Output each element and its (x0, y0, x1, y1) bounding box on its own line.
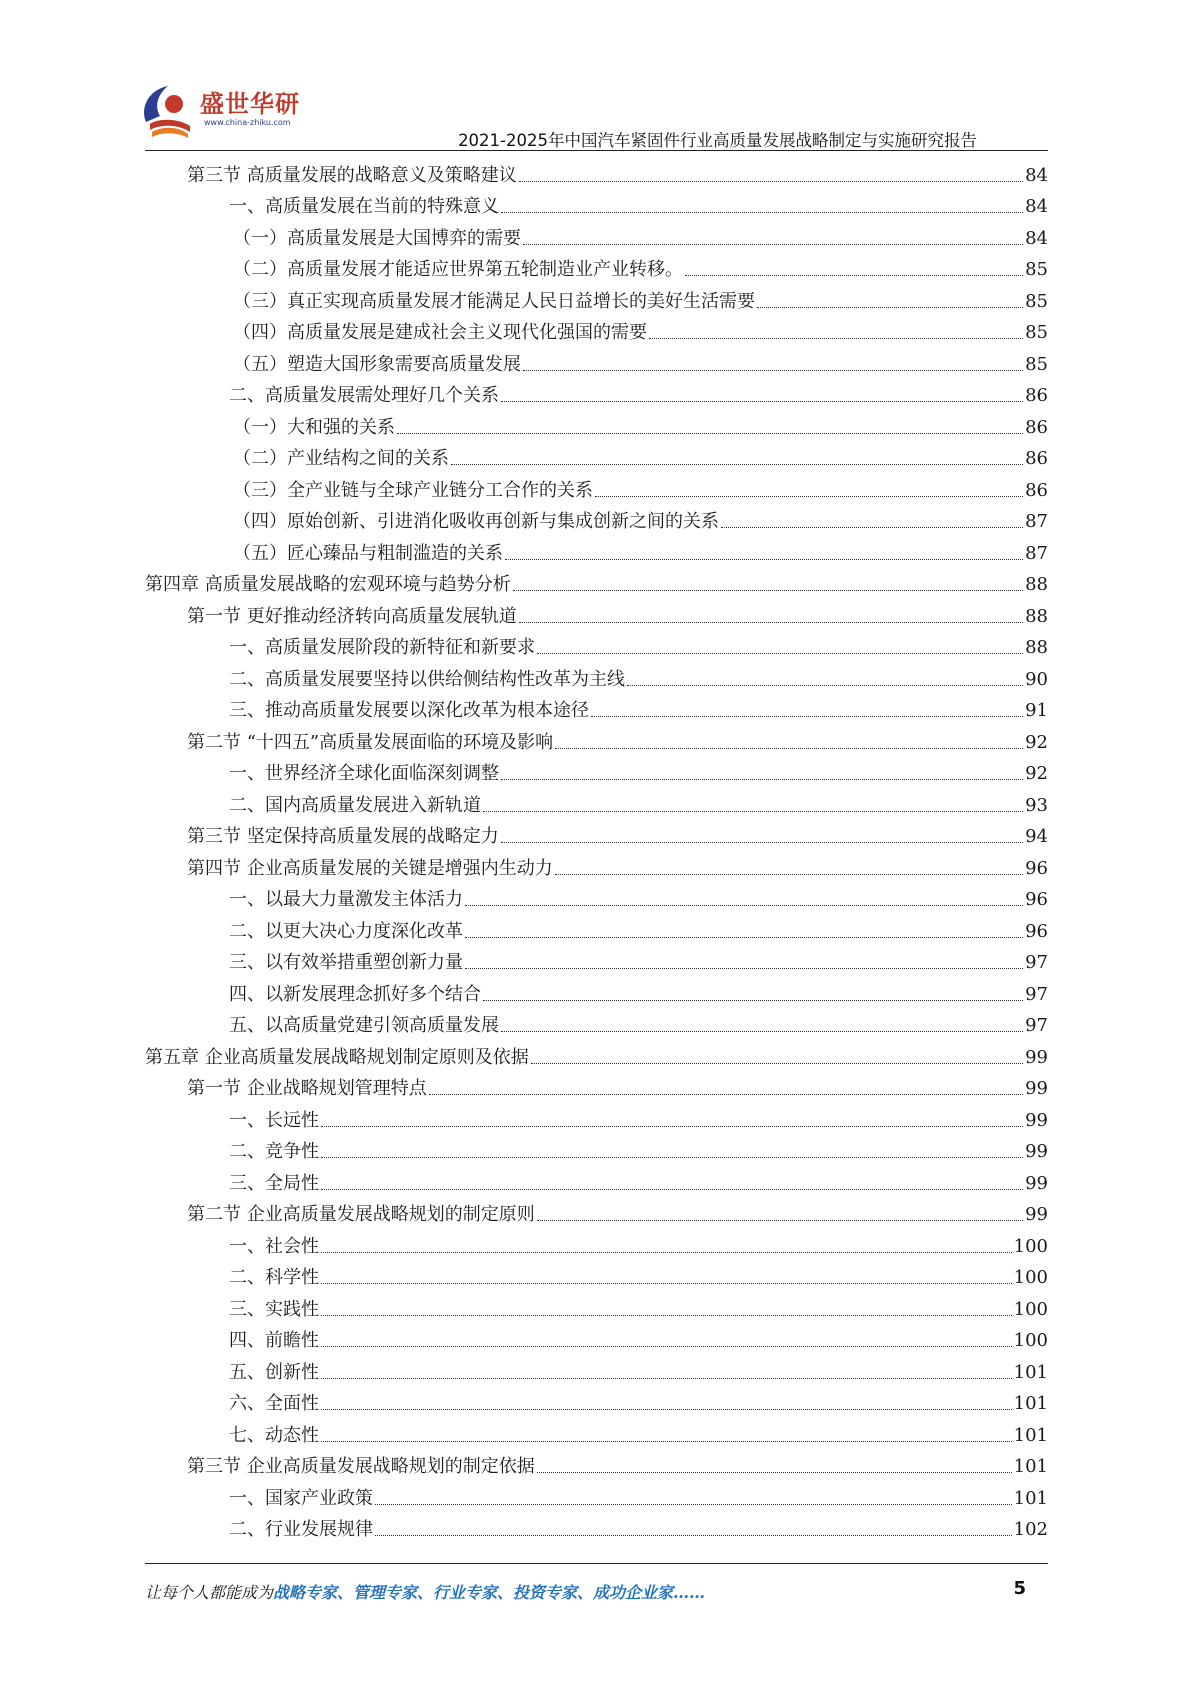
toc-leader-dots (519, 622, 1023, 623)
footer-divider (145, 1563, 1048, 1564)
toc-entry[interactable] (145, 347, 1048, 379)
toc-entry[interactable] (145, 757, 1048, 789)
toc-entry-page: 86 (1025, 448, 1048, 469)
logo-icon (138, 82, 202, 140)
toc-entry-page: 88 (1025, 605, 1048, 627)
toc-entry-title: （三）全产业链与全球产业链分工合作的关系 (233, 479, 593, 501)
toc-entry[interactable] (145, 221, 1048, 253)
toc-entry[interactable] (145, 1040, 1048, 1072)
toc-entry[interactable] (145, 190, 1048, 222)
toc-entry-title: 二、高质量发展要坚持以供给侧结构性改革为主线 (229, 668, 625, 690)
toc-entry-page: 87 (1025, 511, 1048, 532)
toc-entry-title: （五）塑造大国形象需要高质量发展 (233, 353, 521, 375)
toc-leader-dots (555, 748, 1023, 749)
toc-entry-page: 85 (1025, 322, 1048, 343)
toc-entry-title: （二）产业结构之间的关系 (233, 448, 449, 469)
toc-entry-page: 97 (1025, 1015, 1048, 1036)
toc-entry-page: 88 (1025, 637, 1048, 658)
toc-leader-dots (321, 1126, 1023, 1127)
toc-leader-dots (513, 590, 1023, 591)
toc-leader-dots (321, 1378, 1012, 1379)
toc-entry-page: 90 (1025, 668, 1048, 690)
toc-leader-dots (523, 370, 1023, 371)
toc-entry[interactable] (145, 1198, 1048, 1230)
toc-entry[interactable] (145, 505, 1048, 537)
toc-entry-title: （四）原始创新、引进消化吸收再创新与集成创新之间的关系 (233, 511, 719, 532)
toc-entry-title: 第五章 企业高质量发展战略规划制定原则及依据 (145, 1046, 529, 1068)
toc-entry[interactable] (145, 631, 1048, 663)
toc-entry-title: 五、以高质量党建引领高质量发展 (229, 1015, 499, 1036)
header-divider (145, 150, 1048, 151)
toc-entry[interactable] (145, 725, 1048, 757)
toc-leader-dots (501, 212, 1023, 213)
toc-leader-dots (685, 275, 1023, 276)
toc-entry-page: 101 (1013, 1487, 1048, 1509)
toc-entry-page: 86 (1025, 479, 1048, 501)
toc-entry-title: （一）大和强的关系 (233, 416, 395, 438)
toc-entry-title: 二、国内高质量发展进入新轨道 (229, 794, 481, 816)
toc-entry[interactable] (145, 1261, 1048, 1293)
toc-entry-title: 七、动态性 (229, 1424, 319, 1446)
toc-entry-page: 100 (1013, 1330, 1048, 1351)
toc-entry-title: 三、实践性 (229, 1298, 319, 1320)
toc-entry-page: 101 (1013, 1456, 1048, 1477)
toc-leader-dots (375, 1504, 1012, 1505)
toc-leader-dots (501, 779, 1023, 780)
toc-entry-page: 99 (1025, 1204, 1048, 1225)
toc-entry-page: 100 (1013, 1235, 1048, 1257)
toc-leader-dots (321, 1346, 1012, 1347)
toc-entry-title: 第一节 更好推动经济转向高质量发展轨道 (187, 605, 517, 627)
toc-entry[interactable] (145, 536, 1048, 568)
toc-entry[interactable] (145, 662, 1048, 694)
toc-leader-dots (465, 905, 1023, 906)
toc-leader-dots (483, 1000, 1023, 1001)
page-header (0, 0, 1191, 150)
toc-entry[interactable] (145, 158, 1048, 190)
document-title: 2021-2025年中国汽车紧固件行业高质量发展战略制定与实施研究报告 (458, 131, 977, 150)
table-of-contents (145, 158, 1048, 1544)
toc-entry[interactable] (145, 442, 1048, 474)
toc-entry-title: （四）高质量发展是建成社会主义现代化强国的需要 (233, 322, 647, 343)
toc-entry-title: 第四节 企业高质量发展的关键是增强内生动力 (187, 857, 553, 879)
toc-leader-dots (321, 1441, 1012, 1442)
toc-leader-dots (321, 1409, 1012, 1410)
toc-entry[interactable] (145, 1387, 1048, 1419)
toc-leader-dots (595, 496, 1023, 497)
toc-entry-page: 99 (1025, 1046, 1048, 1068)
toc-entry-page: 87 (1025, 542, 1048, 564)
toc-entry[interactable] (145, 1009, 1048, 1041)
toc-entry-page: 94 (1025, 826, 1048, 847)
toc-entry[interactable] (145, 253, 1048, 285)
toc-entry-page: 97 (1025, 952, 1048, 973)
toc-entry-title: （五）匠心臻品与粗制滥造的关系 (233, 542, 503, 564)
footer-slogan (145, 1580, 705, 1603)
toc-entry-page: 84 (1025, 196, 1048, 217)
toc-entry-title: 一、高质量发展在当前的特殊意义 (229, 196, 499, 217)
toc-entry-page: 84 (1025, 164, 1048, 186)
toc-entry[interactable] (145, 379, 1048, 411)
toc-leader-dots (483, 811, 1023, 812)
toc-leader-dots (537, 653, 1023, 654)
toc-leader-dots (501, 842, 1023, 843)
toc-entry-title: 一、世界经济全球化面临深刻调整 (229, 763, 499, 784)
toc-leader-dots (537, 1472, 1012, 1473)
toc-entry-page: 100 (1013, 1267, 1048, 1288)
toc-entry[interactable] (145, 694, 1048, 726)
toc-entry-page: 99 (1025, 1141, 1048, 1162)
toc-entry-page: 85 (1025, 353, 1048, 375)
toc-entry-page: 85 (1025, 259, 1048, 280)
toc-entry-title: 四、以新发展理念抓好多个结合 (229, 983, 481, 1005)
toc-entry-page: 97 (1025, 983, 1048, 1005)
toc-entry-page: 101 (1013, 1361, 1048, 1383)
toc-entry-title: 二、高质量发展需处理好几个关系 (229, 385, 499, 406)
slogan-prefix: 让每个人都能成为 (145, 1583, 274, 1602)
toc-entry[interactable] (145, 820, 1048, 852)
toc-entry[interactable] (145, 883, 1048, 915)
toc-entry-page: 99 (1025, 1109, 1048, 1131)
toc-entry-title: （一）高质量发展是大国博弈的需要 (233, 227, 521, 249)
toc-entry-page: 86 (1025, 416, 1048, 438)
toc-entry-page: 93 (1025, 794, 1048, 816)
toc-entry-title: 第三节 企业高质量发展战略规划的制定依据 (187, 1456, 535, 1477)
toc-entry-title: 一、长远性 (229, 1109, 319, 1131)
toc-entry[interactable] (145, 1355, 1048, 1387)
toc-entry[interactable] (145, 914, 1048, 946)
toc-entry[interactable] (145, 1072, 1048, 1104)
toc-entry-page: 86 (1025, 385, 1048, 406)
toc-leader-dots (501, 1031, 1023, 1032)
toc-leader-dots (519, 181, 1023, 182)
toc-leader-dots (649, 338, 1023, 339)
toc-leader-dots (555, 874, 1023, 875)
page-number: 5 (1013, 1578, 1026, 1599)
toc-entry[interactable] (145, 1324, 1048, 1356)
toc-entry-title: 二、以更大决心力度深化改革 (229, 920, 463, 942)
toc-leader-dots (321, 1189, 1023, 1190)
toc-entry[interactable] (145, 1418, 1048, 1450)
toc-leader-dots (465, 968, 1023, 969)
toc-leader-dots (591, 716, 1023, 717)
toc-entry[interactable] (145, 316, 1048, 348)
toc-entry[interactable] (145, 284, 1048, 316)
logo-url: www.china-zhiku.com (204, 118, 291, 127)
toc-entry-title: 三、全局性 (229, 1172, 319, 1194)
toc-entry-page: 84 (1025, 227, 1048, 249)
toc-leader-dots (757, 307, 1023, 308)
toc-leader-dots (523, 244, 1023, 245)
toc-entry-title: 一、社会性 (229, 1235, 319, 1257)
toc-entry-title: 五、创新性 (229, 1361, 319, 1383)
toc-entry-title: （二）高质量发展才能适应世界第五轮制造业产业转移。 (233, 259, 683, 280)
toc-leader-dots (721, 527, 1023, 528)
toc-leader-dots (451, 464, 1023, 465)
toc-entry-title: 第二节 “十四五”高质量发展面临的环境及影响 (187, 731, 554, 753)
toc-entry[interactable] (145, 851, 1048, 883)
toc-entry-title: 第二节 企业高质量发展战略规划的制定原则 (187, 1204, 535, 1225)
company-logo (138, 82, 318, 144)
toc-entry-page: 102 (1013, 1519, 1048, 1540)
toc-entry-title: 一、以最大力量激发主体活力 (229, 889, 463, 910)
toc-leader-dots (321, 1315, 1012, 1316)
toc-leader-dots (397, 433, 1023, 434)
toc-entry[interactable] (145, 1513, 1048, 1545)
toc-entry-title: 一、国家产业政策 (229, 1487, 373, 1509)
toc-entry[interactable] (145, 1292, 1048, 1324)
toc-leader-dots (627, 685, 1023, 686)
toc-entry[interactable] (145, 1166, 1048, 1198)
toc-entry[interactable] (145, 1450, 1048, 1482)
toc-entry-page: 100 (1013, 1298, 1048, 1320)
toc-leader-dots (537, 1220, 1023, 1221)
toc-entry-page: 101 (1013, 1393, 1048, 1414)
toc-entry[interactable] (145, 410, 1048, 442)
toc-entry-title: 第三节 高质量发展的战略意义及策略建议 (187, 164, 517, 186)
toc-entry-title: 第一节 企业战略规划管理特点 (187, 1078, 427, 1099)
toc-entry[interactable] (145, 1135, 1048, 1167)
toc-entry[interactable] (145, 473, 1048, 505)
toc-entry-title: 一、高质量发展阶段的新特征和新要求 (229, 637, 535, 658)
toc-leader-dots (505, 559, 1023, 560)
toc-leader-dots (429, 1094, 1023, 1095)
toc-leader-dots (375, 1535, 1012, 1536)
toc-entry-title: 三、推动高质量发展要以深化改革为根本途径 (229, 700, 589, 721)
toc-entry[interactable] (145, 1103, 1048, 1135)
toc-entry[interactable] (145, 788, 1048, 820)
toc-entry-title: 第三节 坚定保持高质量发展的战略定力 (187, 826, 499, 847)
toc-leader-dots (531, 1063, 1023, 1064)
toc-entry-page: 99 (1025, 1172, 1048, 1194)
toc-entry-page: 91 (1025, 700, 1048, 721)
toc-entry-title: 二、竞争性 (229, 1141, 319, 1162)
toc-entry-title: 三、以有效举措重塑创新力量 (229, 952, 463, 973)
logo-name: 盛世华研 (200, 90, 300, 118)
toc-entry-page: 88 (1025, 574, 1048, 595)
toc-leader-dots (321, 1157, 1023, 1158)
toc-entry-page: 96 (1025, 857, 1048, 879)
toc-entry-page: 101 (1013, 1424, 1048, 1446)
toc-entry-page: 92 (1025, 731, 1048, 753)
toc-entry[interactable] (145, 946, 1048, 978)
toc-entry[interactable] (145, 568, 1048, 600)
toc-entry-title: 六、全面性 (229, 1393, 319, 1414)
toc-entry[interactable] (145, 1481, 1048, 1513)
toc-leader-dots (465, 937, 1023, 938)
toc-entry-title: 四、前瞻性 (229, 1330, 319, 1351)
toc-entry-title: 第四章 高质量发展战略的宏观环境与趋势分析 (145, 574, 511, 595)
toc-entry-title: 二、科学性 (229, 1267, 319, 1288)
toc-entry-page: 96 (1025, 920, 1048, 942)
slogan-highlight: 战略专家、管理专家、行业专家、投资专家、成功企业家…… (273, 1583, 706, 1602)
toc-entry[interactable] (145, 1229, 1048, 1261)
toc-leader-dots (501, 401, 1023, 402)
toc-entry[interactable] (145, 599, 1048, 631)
toc-leader-dots (321, 1252, 1012, 1253)
toc-entry-page: 92 (1025, 763, 1048, 784)
toc-entry-page: 99 (1025, 1078, 1048, 1099)
toc-entry-page: 85 (1025, 290, 1048, 312)
toc-entry-title: 二、行业发展规律 (229, 1519, 373, 1540)
toc-leader-dots (321, 1283, 1012, 1284)
toc-entry-page: 96 (1025, 889, 1048, 910)
toc-entry[interactable] (145, 977, 1048, 1009)
toc-entry-title: （三）真正实现高质量发展才能满足人民日益增长的美好生活需要 (233, 290, 755, 312)
